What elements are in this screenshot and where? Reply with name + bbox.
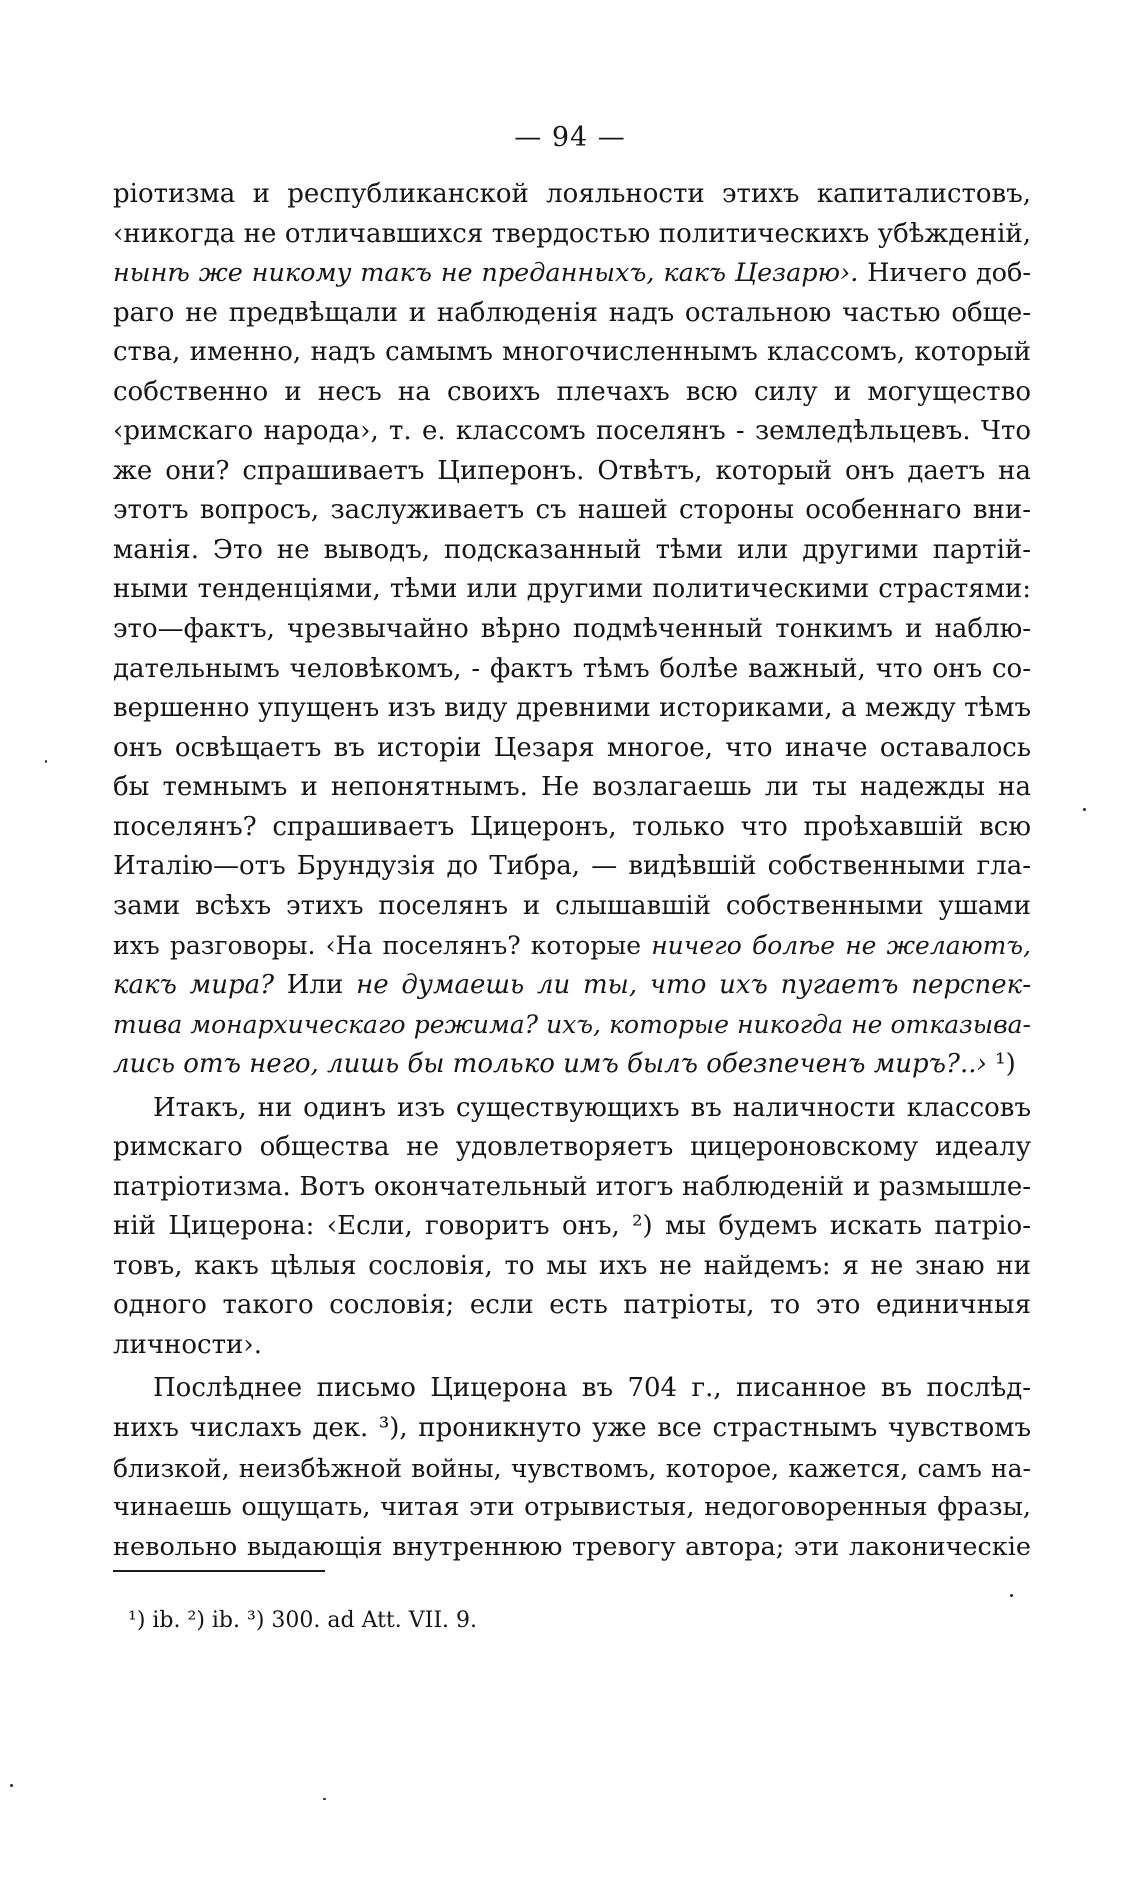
text-line	[113, 1168, 1031, 1208]
page-number: — 94 —	[514, 122, 626, 153]
text-segment: невольно выдающія внутреннюю тревогу автора; эти лаконическіе	[113, 1531, 1031, 1562]
text-line	[113, 491, 1031, 531]
italic-text: тива монархическаго режима? ихъ, которые никогда не отказыва-	[113, 1010, 1031, 1040]
text-line	[113, 1449, 1031, 1489]
text-segment: это—фактъ, чрезвычайно вѣрно подмѣченный тонкимъ и наблю-	[113, 614, 1031, 645]
text-segment: чинаешь ощущать, читая эти отрывистыя, недоговоренныя фразы,	[113, 1492, 1031, 1523]
scan-speck	[10, 1784, 13, 1787]
text-segment: же они? спрашиваетъ Циперонъ. Отвѣтъ, который онъ даетъ на	[113, 455, 1031, 486]
text-segment: собственно и несъ на своихъ плечахъ всю силу и могущество	[113, 376, 1031, 407]
text-segment: ‹римскаго народа›, т. е. классомъ поселянъ - земледѣльцевъ. Что	[113, 416, 1031, 447]
text-line	[113, 689, 1031, 729]
text-line	[113, 610, 1031, 650]
text-segment: Послѣднее письмо Цицерона въ 704 г., писанное въ послѣд-	[153, 1373, 1031, 1404]
text-line	[113, 650, 1031, 690]
text-segment: нихъ числахъ дек. ³), проникнуто уже все страстнымъ чувствомъ	[113, 1412, 1031, 1443]
text-line	[113, 452, 1031, 492]
italic-text: ничего болѣе не желаютъ,	[651, 931, 1031, 961]
text-segment: близкой, неизбѣжной войны, чувствомъ, которое, кажется, самъ на-	[113, 1453, 1031, 1483]
scan-speck	[1010, 1594, 1013, 1597]
text-segment: товъ, какъ цѣлыя сословія, то мы ихъ не найдемъ: я не знаю ни	[113, 1250, 1031, 1281]
text-line	[113, 1207, 1031, 1247]
italic-text: какъ мира?	[113, 969, 275, 1000]
text-line	[113, 887, 1031, 927]
text-line	[113, 254, 1031, 294]
text-line	[113, 570, 1031, 610]
text-segment: ¹)	[986, 1049, 1016, 1080]
text-segment: вершенно упущенъ изъ виду древними историками, а между тѣмъ	[113, 693, 1031, 724]
text-segment: личности›.	[113, 1329, 262, 1360]
text-line	[113, 847, 1031, 887]
text-line	[113, 1286, 1031, 1326]
text-segment: зами всѣхъ этихъ поселянъ и слышавшій собственными ушами	[113, 890, 1031, 921]
scan-speck	[323, 1798, 326, 1800]
text-line	[113, 531, 1031, 571]
text-line	[113, 1045, 1031, 1085]
text-line	[113, 808, 1031, 848]
text-segment: Италію—отъ Брундузія до Тибра, — видѣвшій собственными гла-	[113, 851, 1031, 882]
text-line	[113, 215, 1031, 255]
scan-speck	[1083, 808, 1086, 811]
text-line	[113, 1488, 1031, 1528]
text-segment: патріотизма. Вотъ окончательный итогъ наблюденій и размышле-	[113, 1171, 1031, 1202]
text-line	[113, 1326, 1031, 1366]
italic-text: нынѣ же никому такъ не преданныхъ, какъ Цезарю›.	[113, 258, 859, 289]
body-text	[113, 175, 1031, 1567]
italic-text: не думаешь ли ты, что ихъ пугаетъ перспек-	[356, 969, 1031, 1000]
text-segment: ріотизма и республиканской лояльности этихъ капиталистовъ,	[113, 179, 1031, 209]
text-segment: ‹никогда не отличавшихся твердостью политическихъ убѣжденій,	[113, 218, 1031, 249]
text-line	[113, 373, 1031, 413]
text-line	[113, 1089, 1031, 1129]
text-segment: ства, именно, надъ самымъ многочисленнымъ классомъ, который	[113, 337, 1031, 368]
text-segment: ихъ разговоры. ‹На поселянъ? которые	[113, 931, 652, 961]
text-segment: раго не предвѣщали и наблюденія надъ остальною частью обще-	[113, 297, 1031, 328]
text-segment: ній Цицерона: ‹Если, говоритъ онъ, ²) мы будемъ искать патріо-	[113, 1211, 1031, 1242]
text-line	[113, 1005, 1031, 1045]
italic-text: лись отъ него, лишь бы только имъ былъ обезпеченъ миръ?..›	[113, 1049, 987, 1080]
text-line	[113, 294, 1031, 334]
text-segment: онъ освѣщаетъ въ исторіи Цезаря многое, что иначе оставалось	[113, 732, 1031, 763]
text-segment: Итакъ, ни одинъ изъ существующихъ въ наличности классовъ	[153, 1092, 1031, 1123]
text-line	[113, 412, 1031, 452]
text-line	[113, 175, 1031, 215]
footnotes: ¹) ib. ²) ib. ³) 300. ad Att. VII. 9.	[128, 1608, 477, 1633]
text-segment: манія. Это не выводъ, подсказанный тѣми или другими партій-	[113, 534, 1031, 565]
scan-speck	[45, 760, 47, 763]
text-segment: ными тенденціями, тѣми или другими политическими страстями:	[113, 574, 1031, 605]
text-segment: Ничего доб-	[858, 258, 1032, 289]
text-segment: римскаго общества не удовлетворяетъ цицероновскому идеалу	[113, 1132, 1031, 1163]
text-segment: одного такого сословія; если есть патріоты, то это единичныя	[113, 1290, 1031, 1321]
text-line	[113, 1247, 1031, 1287]
text-segment: этотъ вопросъ, заслуживаетъ съ нашей стороны особеннаго вни-	[113, 495, 1031, 526]
text-segment: дательнымъ человѣкомъ, - фактъ тѣмъ болѣе важный, что онъ со-	[113, 653, 1031, 684]
text-line	[113, 926, 1031, 966]
text-line	[113, 1409, 1031, 1449]
footnote-divider	[113, 1570, 325, 1572]
text-segment: бы темнымъ и непонятнымъ. Не возлагаешь ли ты надежды на	[113, 772, 1031, 803]
text-segment: поселянъ? спрашиваетъ Цицеронъ, только что проѣхавшій всю	[113, 811, 1031, 842]
text-line	[113, 1369, 1031, 1409]
text-line	[113, 1528, 1031, 1568]
text-line	[113, 729, 1031, 769]
text-line	[113, 1128, 1031, 1168]
text-line	[113, 333, 1031, 373]
text-segment: Или	[274, 969, 357, 1000]
text-line	[113, 966, 1031, 1006]
text-line	[113, 768, 1031, 808]
